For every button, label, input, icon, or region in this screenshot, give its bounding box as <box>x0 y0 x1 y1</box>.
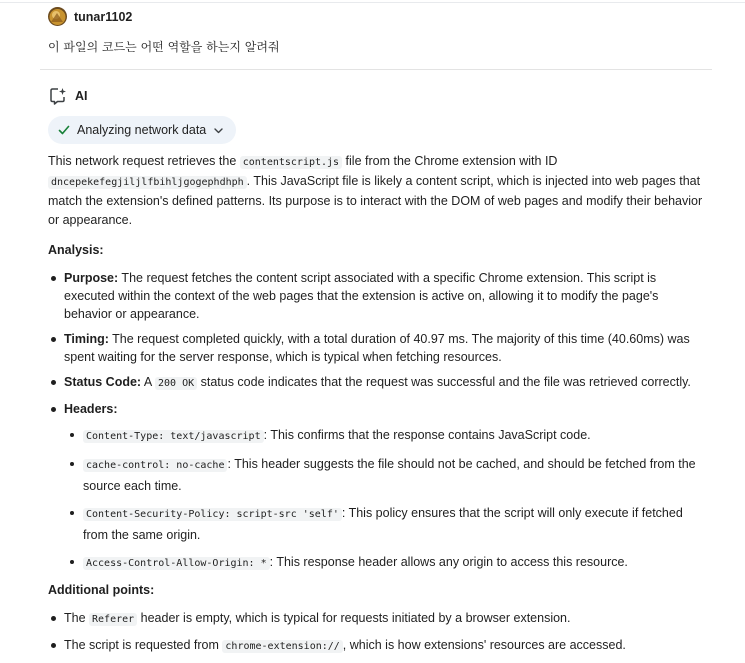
user-header <box>48 7 132 26</box>
list-item-headers <box>48 400 703 574</box>
additional-heading: Additional points: <box>48 583 155 597</box>
code-extension-id: dncepekefegjiljlfbihljgogephdhph <box>48 176 247 189</box>
list-item-chrome-extension <box>48 636 703 656</box>
avatar[interactable] <box>48 7 67 26</box>
status-text-1: A <box>141 375 155 389</box>
header-desc: : This response header allows any origin to access this resource. <box>269 555 628 569</box>
ai-header <box>49 87 88 105</box>
analysis-heading: Analysis: <box>48 243 104 257</box>
code-chrome-extension: chrome-extension:// <box>222 640 342 653</box>
code-status: 200 OK <box>155 377 197 390</box>
timing-label: Timing: <box>64 332 109 346</box>
code-referer: Referer <box>89 613 137 626</box>
analyzing-chip[interactable] <box>48 116 236 144</box>
ai-label: AI <box>75 89 88 103</box>
code-header: Access-Control-Allow-Origin: * <box>83 557 270 570</box>
header-item <box>64 552 703 574</box>
list-item-referer <box>48 609 703 629</box>
top-border <box>0 2 745 3</box>
response-body <box>48 152 703 663</box>
referer-text-1: The <box>64 611 90 625</box>
list-item-status <box>48 373 703 393</box>
code-header: Content-Type: text/javascript <box>83 430 264 443</box>
list-item-timing <box>48 330 703 366</box>
status-label: Status Code: <box>64 375 142 389</box>
check-icon <box>58 124 70 136</box>
origin-text-2: , which is how extensions' resources are accessed. <box>342 638 626 652</box>
chevron-down-icon <box>213 125 224 136</box>
header-item <box>64 454 703 496</box>
header-item <box>64 503 703 545</box>
header-desc: : This header suggests the file should not be cached, and should be fetched from the source each time. <box>83 457 696 493</box>
referer-text-2: header is empty, which is typical for requests initiated by a browser extension. <box>137 611 571 625</box>
intro-text-3: . This JavaScript file is likely a content script, which is injected into web pages that match the extension's defined patterns. Its purpose is to interact with the DOM of web pages and modify their behavior or appearance. <box>48 174 703 227</box>
header-desc: : This confirms that the response contains JavaScript code. <box>263 428 591 442</box>
headers-label: Headers: <box>64 402 118 416</box>
code-filename: contentscript.js <box>240 156 342 169</box>
divider <box>40 69 712 70</box>
ai-sparkle-icon <box>49 87 67 105</box>
intro-text-1: This network request retrieves the <box>48 154 240 168</box>
intro-text-2: file from the Chrome extension with ID <box>342 154 558 168</box>
username: tunar1102 <box>74 9 133 24</box>
header-desc: : This policy ensures that the script will only execute if fetched from the same origin. <box>83 506 683 542</box>
purpose-label: Purpose: <box>64 271 119 285</box>
chip-label: Analyzing network data <box>77 123 207 137</box>
purpose-text: The request fetches the content script associated with a specific Chrome extension. This script is executed within the context of the web pages that the extension is active on, allowing it to modify the page's behavior or appearance. <box>64 271 659 321</box>
code-header: cache-control: no-cache <box>83 459 227 472</box>
header-item <box>64 425 703 447</box>
list-item-purpose <box>48 269 703 323</box>
code-header: Content-Security-Policy: script-src 'self' <box>83 508 342 521</box>
analysis-list <box>48 269 703 574</box>
intro-paragraph <box>48 152 703 230</box>
status-text-2: status code indicates that the request was successful and the file was retrieved correctly. <box>197 375 691 389</box>
user-question: 이 파일의 코드는 어떤 역할을 하는지 알려줘 <box>48 40 280 54</box>
headers-sublist <box>64 425 703 574</box>
origin-text-1: The script is requested from <box>64 638 223 652</box>
timing-text: The request completed quickly, with a total duration of 40.97 ms. The majority of this time (40.60ms) was spent waiting for the server response, which is typical when fetching resources. <box>64 332 690 364</box>
